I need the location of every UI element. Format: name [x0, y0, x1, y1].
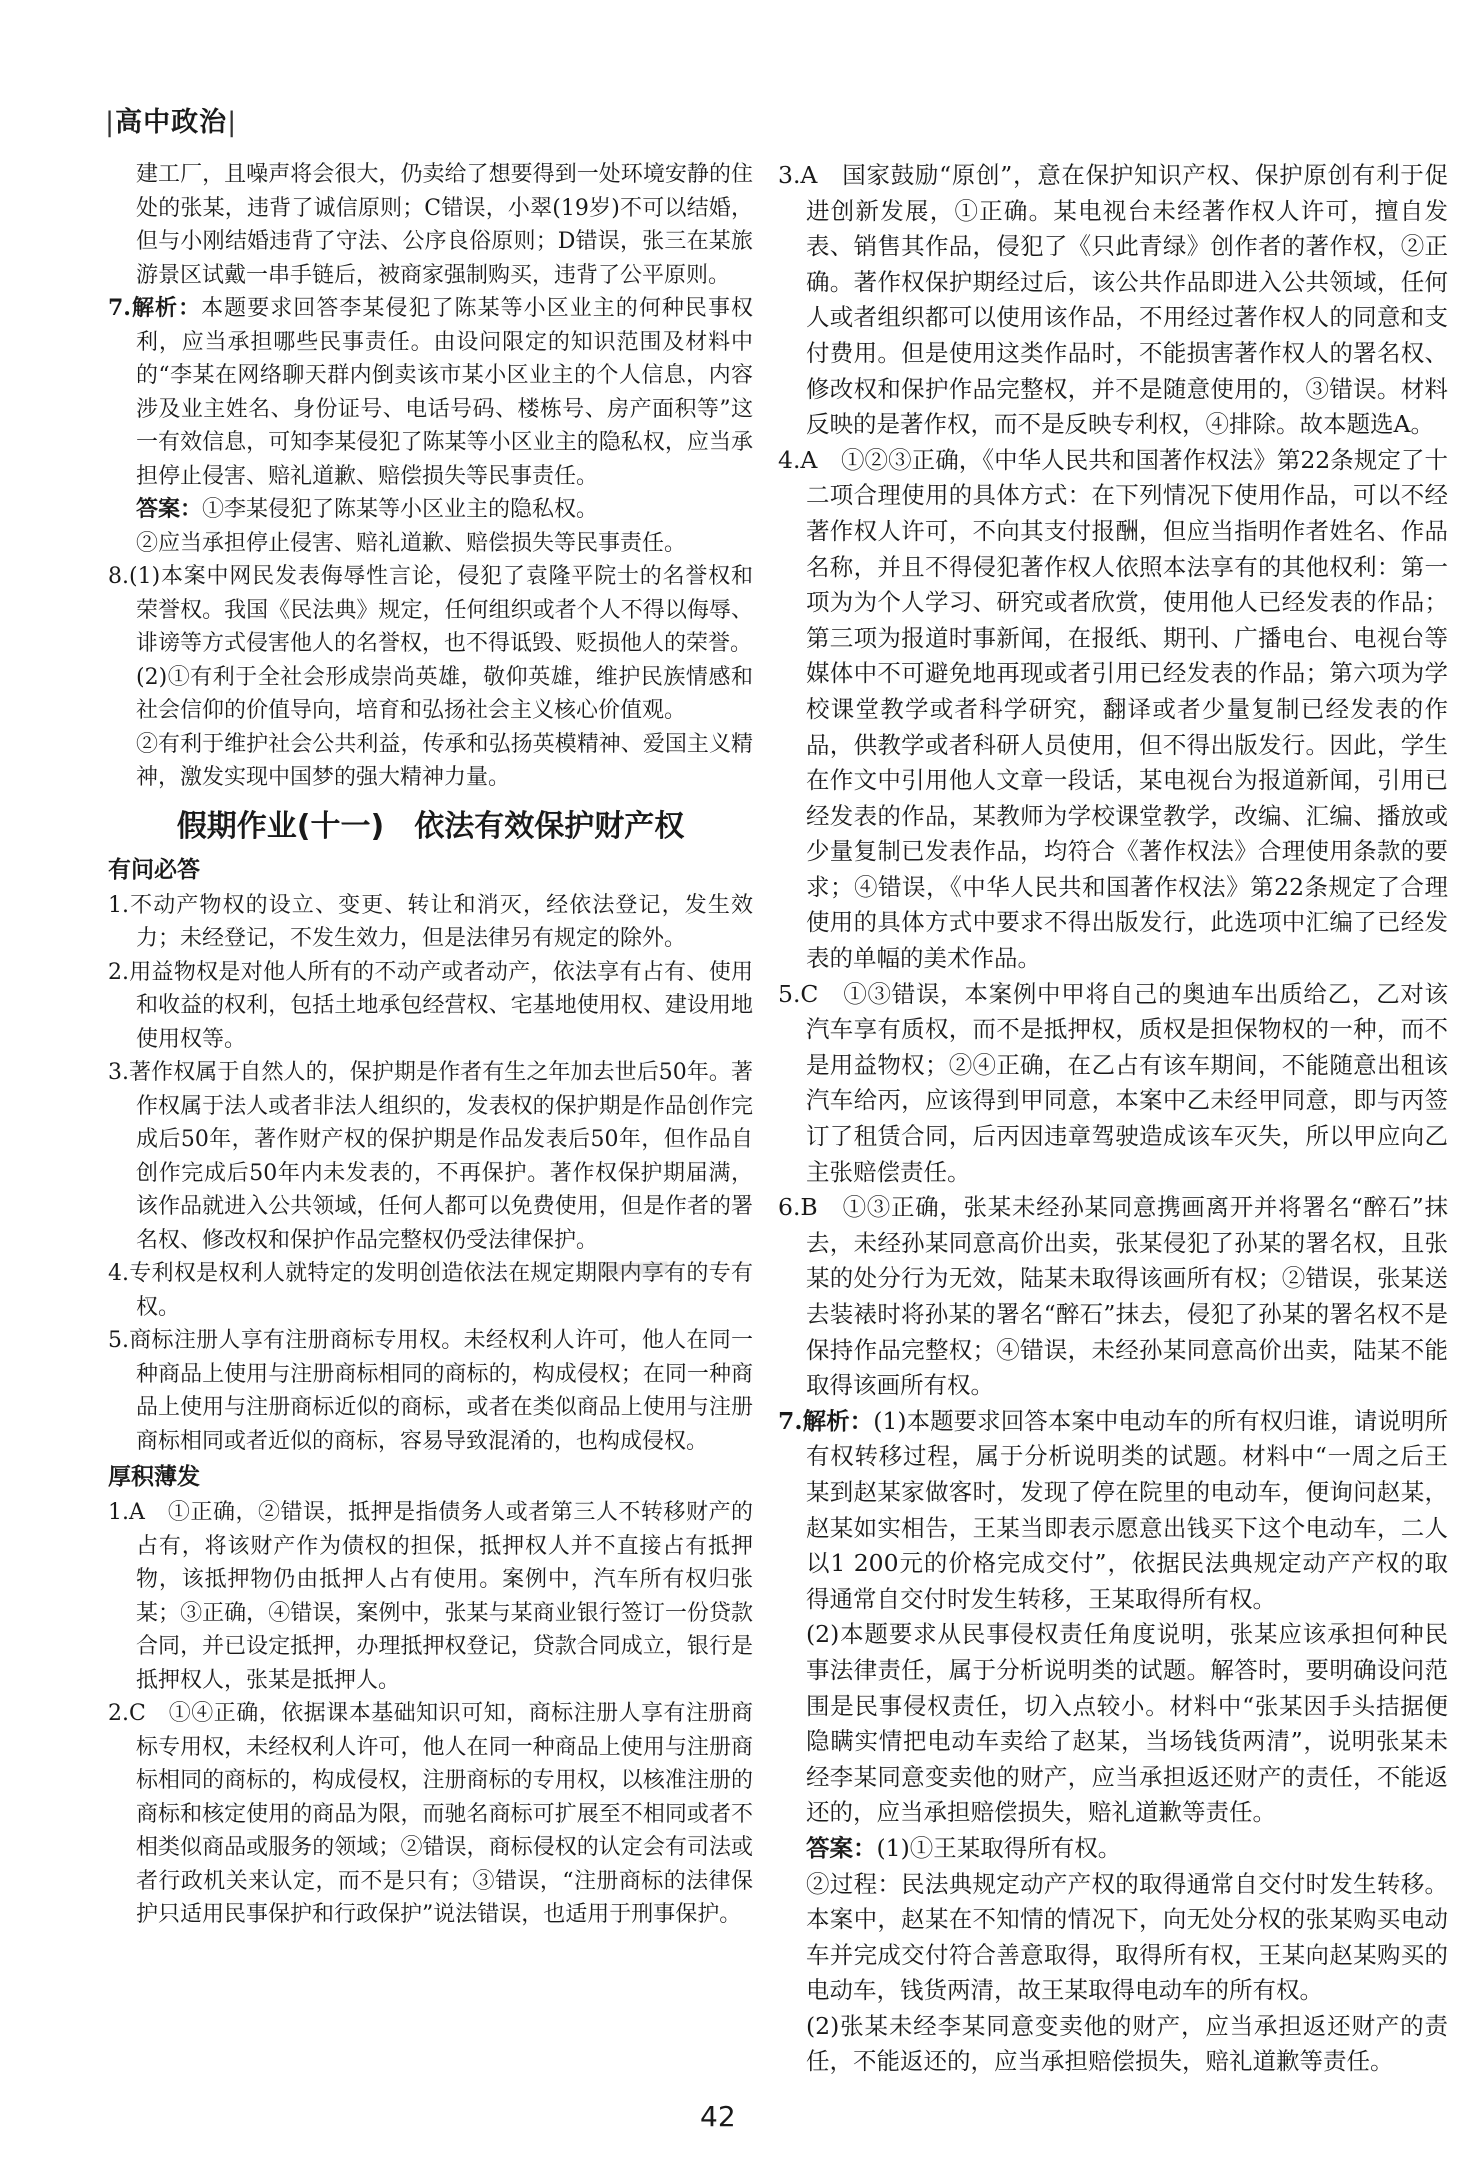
header-title: 高中政治	[115, 107, 228, 138]
q7-answer-1: 答案：①李某侵犯了陈某等小区业主的隐私权。	[136, 496, 599, 522]
list-item: 3.A 国家鼓励“原创”，意在保护知识产权、保护原创有利于促进创新发展，①正确。某电视台未经著作权人许可，擅自发表、销售其作品，侵犯了《只此青绿》创作者的著作权，②正确。著作权保护期经过后，该公共作品即进入公共领域，任何人或者组织都可以使用该作品，不用经过著作权人的同意和支付费用。但是使用这类作品时，不能损害著作权人的署名权、修改权和保护作品完整权，并不是随意使用的，③错误。材料反映的是著作权，而不是反映专利权，④排除。故本题选A。	[778, 161, 1448, 439]
q7-analysis	[108, 292, 753, 493]
q7-label: 7.解析：	[108, 295, 202, 321]
subsection-title-qa: 有问必答	[108, 856, 200, 883]
q7r-analysis-2: (2)本题要求从民事侵权责任角度说明，张某应该承担何种民事法律责任，属于分析说明类的试题。解答时，要明确设问范围是民事侵权责任，切入点较小。材料中“张某因手头拮据便隐瞒实情把电动车卖给了赵某，当场钱货两清”，说明张某未经李某同意变卖他的财产，应当承担返还财产的责任，不能返还的，应当承担赔偿损失，赔礼道歉等责任。	[806, 1620, 1448, 1827]
q7-answer-label: 答案：	[136, 496, 203, 522]
q7-answer-2: ②应当承担停止侵害、赔礼道歉、赔偿损失等民事责任。	[136, 530, 687, 556]
list-item: 1.A ①正确，②错误，抵押是指债务人或者第三人不转移财产的占有，将该财产作为债权的担保，抵押权人并不直接占有抵押物，该抵押物仍由抵押人占有使用。案例中，汽车所有权归张某；③正确，④错误，案例中，张某与某商业银行签订一份贷款合同，并已设定抵押，办理抵押权登记，贷款合同成立，银行是抵押权人，张某是抵押人。	[108, 1500, 753, 1693]
list-item: 6.B ①③正确，张某未经孙某同意携画离开并将署名“醉石”抹去，未经孙某同意高价出卖，张某侵犯了孙某的署名权，且张某的处分行为无效，陆某未取得该画所有权；②错误，张某送去装裱时将孙某的署名“醉石”抹去，侵犯了孙某的署名权不是保持作品完整权；④错误，未经孙某同意高价出卖，陆某不能取得该画所有权。	[778, 1193, 1448, 1400]
list-item: 3.著作权属于自然人的，保护期是作者有生之年加去世后50年。著作权属于法人或者非法人组织的，发表权的保护期是作品创作完成后50年，著作财产权的保护期是作品发表后50年，但作品自创作完成后50年内未发表的，不再保护。著作权保护期届满，该作品就进入公共领域，任何人都可以免费使用，但是作者的署名权、修改权和保护作品完整权仍受法律保护。	[108, 1060, 753, 1253]
section-title: 假期作业(十一) 依法有效保护财产权	[176, 808, 685, 844]
q7r-label: 7.解析：	[778, 1406, 874, 1435]
continued-paragraph: 建工厂，且噪声将会很大，仍卖给了想要得到一处环境安静的住处的张某，违背了诚信原则；C错误，小翠(19岁)不可以结婚，但与小刚结婚违背了守法、公序良俗原则；D错误，张三在某旅游景区试戴一串手链后，被商家强制购买，违背了公平原则。	[136, 162, 753, 288]
q8-part-2: (2)①有利于全社会形成崇尚英雄，敬仰英雄，维护民族情感和社会信仰的价值导向，培育和弘扬社会主义核心价值观。	[136, 664, 753, 723]
list-item: 2.用益物权是对他人所有的不动产或者动产，依法享有占有、使用和收益的权利，包括土地承包经营权、宅基地使用权、建设用地使用权等。	[108, 959, 753, 1052]
q7r-answer-2: ②过程：民法典规定动产产权的取得通常自交付时发生转移。本案中，赵某在不知情的情况下，向无处分权的张某购买电动车并完成交付符合善意取得，取得所有权，王某向赵某购买的电动车，钱货两清，故王某取得电动车的所有权。	[806, 1869, 1448, 2005]
list-item: 1.不动产物权的设立、变更、转让和消灭，经依法登记，发生效力；未经登记，不发生效力，但是法律另有规定的除外。	[108, 892, 753, 951]
list-item: 2.C ①④正确，依据课本基础知识可知，商标注册人享有注册商标专用权，未经权利人许可，他人在同一种商品上使用与注册商标相同的商标的，构成侵权，注册商标的专用权，以核准注册的商标和核定使用的商品为限，而驰名商标可扩展至不相同或者不相类似商品或服务的领域；②错误，商标侵权的认定会有司法或者行政机关来认定，而不是只有；③错误，“注册商标的法律保护只适用民事保护和行政保护”说法错误，也适用于刑事保护。	[108, 1701, 753, 1927]
q8-part-3: ②有利于维护社会公共利益，传承和弘扬英模精神、爱国主义精神，激发实现中国梦的强大精神力量。	[136, 731, 753, 790]
left-column	[108, 158, 753, 1932]
q7r-answer-1: 答案：(1)①王某取得所有权。	[806, 1833, 1122, 1862]
q7r-answer-label: 答案：	[806, 1833, 877, 1862]
right-column	[778, 158, 1448, 2080]
q8-part-1: 8.(1)本案中网民发表侮辱性言论，侵犯了袁隆平院士的名誉权和荣誉权。我国《民法典》规定，任何组织或者个人不得以侮辱、诽谤等方式侵害他人的名誉权，也不得诋毁、贬损他人的荣誉。	[108, 564, 753, 656]
list-item: 5.商标注册人享有注册商标专用权。未经权利人许可，他人在同一种商品上使用与注册商标相同的商标的，构成侵权；在同一种商品上使用与注册商标近似的商标，或者在类似商品上使用与注册商标相同或者近似的商标，容易导致混淆的，也构成侵权。	[108, 1328, 753, 1454]
watermark-mark: ⎯	[596, 1178, 669, 1334]
list-item: 4.A ①②③正确，《中华人民共和国著作权法》第22条规定了十二项合理使用的具体方式：在下列情况下使用作品，可以不经著作权人许可，不向其支付报酬，但应当指明作者姓名、作品名称，并且不得侵犯著作权人依照本法享有的其他权利：第一项为为个人学习、研究或者欣赏，使用他人已经发表的作品；第三项为报道时事新闻，在报纸、期刊、广播电台、电视台等媒体中不可避免地再现或者引用已经发表的作品；第六项为学校课堂教学或者科学研究，翻译或者少量复制已经发表的作品，供教学或者科研人员使用，但不得出版发行。因此，学生在作文中引用他人文章一段话，某电视台为报道新闻，引用已经发表的作品，某教师为学校课堂教学，改编、汇编、播放或少量复制已发表作品，均符合《著作权法》合理使用条款的要求；④错误，《中华人民共和国著作权法》第22条规定了合理使用的具体方式中要求不得出版发行，此选项中汇编了已经发表的单幅的美术作品。	[778, 445, 1448, 973]
q7-text: 本题要求回答李某侵犯了陈某等小区业主的何种民事权利，应当承担哪些民事责任。由设问限定的知识范围及材料中的“李某在网络聊天群内倒卖该市某小区业主的个人信息，内容涉及业主姓名、身份证号、电话号码、楼栋号、房产面积等”这一有效信息，可知李某侵犯了陈某等小区业主的隐私权，应当承担停止侵害、赔礼道歉、赔偿损失等民事责任。	[136, 296, 753, 489]
subsection-title-practice: 厚积薄发	[108, 1464, 200, 1490]
q7r-answer-3: (2)张某未经李某同意变卖他的财产，应当承担返还财产的责任，不能返还的，应当承担赔偿损失，赔礼道歉等责任。	[806, 2011, 1448, 2076]
list-item: 5.C ①③错误，本案例中甲将自己的奥迪车出质给乙，乙对该汽车享有质权，而不是抵押权，质权是担保物权的一种，而不是用益物权；②④正确，在乙占有该车期间，不能随意出租该汽车给丙，应该得到甲同意，本案中乙未经甲同意，即与丙签订了租赁合同，后丙因违章驾驶造成该车灭失，所以甲应向乙主张赔偿责任。	[778, 979, 1448, 1186]
page-number: 42	[700, 2100, 736, 2133]
list-item: 4.专利权是权利人就特定的发明创造依法在规定期限内享有的专有权。	[108, 1261, 753, 1320]
q7r-analysis-1: 7.解析：(1)本题要求回答本案中电动车的所有权归谁，请说明所有权转移过程，属于分析说明类的试题。材料中“一周之后王某到赵某家做客时，发现了停在院里的电动车，便询问赵某，赵某如实相告，王某当即表示愿意出钱买下这个电动车，二人以1 200元的价格完成交付”，依据民法典规定动产产权的取得通常自交付时发生转移，王某取得所有权。	[778, 1406, 1448, 1613]
page-header: |高中政治|	[105, 107, 238, 138]
